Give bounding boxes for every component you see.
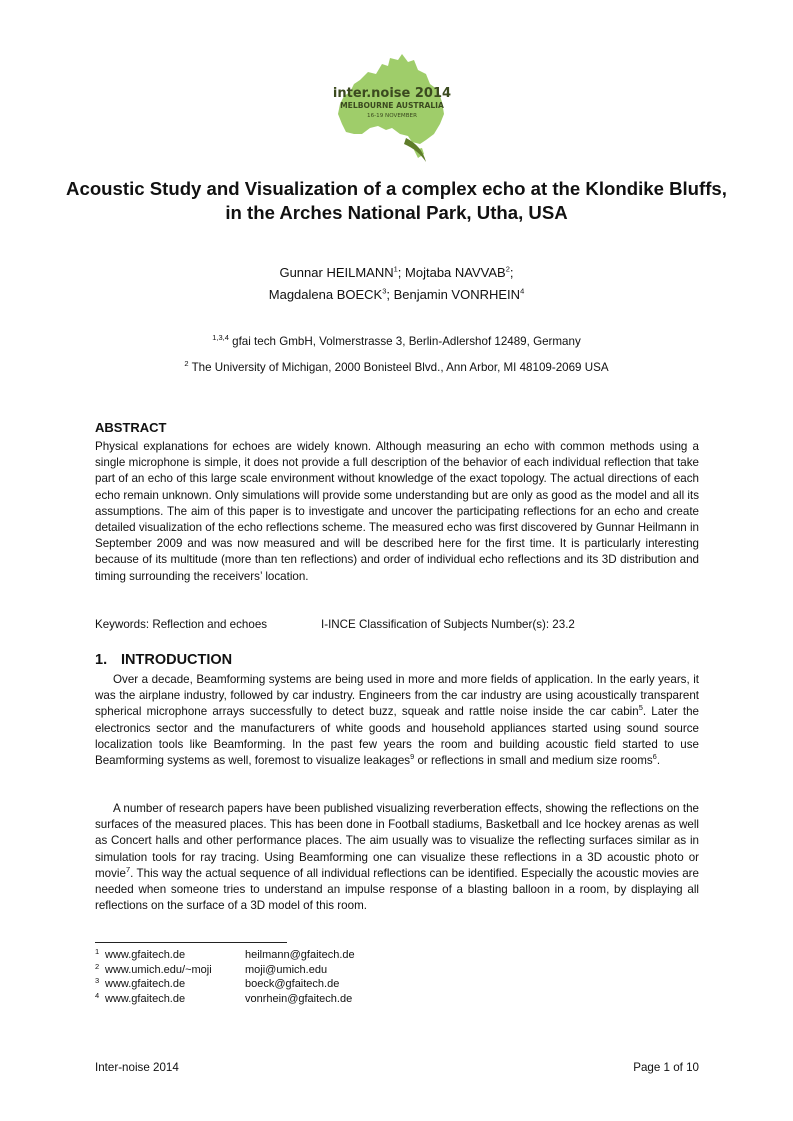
intro-paragraph-2 (95, 801, 699, 914)
footnote-email[interactable]: vonrhein@gfaitech.de (245, 992, 353, 1005)
section-number: 1. (95, 652, 108, 668)
author-3-sup: 3 (382, 286, 387, 296)
footnote-url[interactable]: www.gfaitech.de (105, 992, 186, 1005)
section-heading-introduction (95, 652, 232, 668)
author-separator: ; (397, 265, 406, 280)
footnote-number: 3 (95, 976, 100, 986)
footer-page-number: Page 1 of 10 (633, 1061, 699, 1074)
logo-line-3: 16-19 NOVEMBER (367, 113, 417, 119)
section-title: INTRODUCTION (121, 652, 233, 668)
author-separator: ; (509, 265, 514, 280)
paragraph-text: or reflections in small and medium size rooms (414, 754, 653, 768)
logo-line-1: inter.noise 2014 (332, 86, 452, 101)
author-2: Mojtaba NAVVAB (405, 265, 506, 280)
affiliation-2 (60, 360, 733, 376)
logo-line-2: MELBOURNE AUSTRALIA (340, 101, 444, 110)
abstract-text: Physical explanations for echoes are widely known. Although measuring an echo with common methods using a single microphone is simple, it does not provide a full description of the behavior of each individual reflection that take part of an echo of this large scale environment without knowledge of the exact topology. The actual directions of each echo remain unknown. Only simulations will provide some understanding but are only as good as the model and all its assumptions. The aim of this paper is to investigate and uncover the participating reflections for an echo and create detailed visualization of the echo reflections scheme. The measured echo was first discovered by Gunnar Heilmann in September 2009 and was now measured and will be described here for the first time. It is particularly interesting because of its multitude (more than ten reflections) and order of individual echo reflections and its 3D distribution and timing surrounding the receivers’ location. (95, 440, 699, 583)
author-1: Gunnar HEILMANN (279, 265, 394, 280)
conference-logo (330, 50, 454, 168)
footnote-number: 2 (95, 961, 100, 971)
citation-sup: 6 (652, 752, 657, 762)
author-2-sup: 2 (505, 264, 510, 274)
author-4-sup: 4 (520, 286, 525, 296)
affiliation-2-text: The University of Michigan, 2000 Bonisteel Blvd., Ann Arbor, MI 48109-2069 USA (188, 361, 609, 374)
intro-paragraph-1 (95, 672, 699, 769)
author-1-sup: 1 (393, 264, 398, 274)
affiliation-1-text: gfai tech GmbH, Volmerstrasse 3, Berlin-Adlershof 12489, Germany (228, 335, 581, 348)
paragraph-text: . (656, 754, 661, 768)
affiliation-2-sup: 2 (184, 359, 189, 369)
classification-text: I-INCE Classification of Subjects Number(s): 23.2 (321, 618, 575, 631)
footnote-divider (95, 942, 287, 943)
author-4: Benjamin VONRHEIN (393, 287, 521, 302)
citation-sup: 5 (638, 703, 643, 713)
author-3: Magdalena BOECK (268, 287, 383, 302)
paragraph-text: . Later the electronics sector and the manufacturers of white goods and household appliances started using sound source localization tools like Beamforming. In the past few years the room and building acoustic field started to use Beamforming systems as well, foremost to visualize leakages (95, 705, 699, 768)
keywords-line (95, 617, 699, 633)
paragraph-text: A number of research papers have been published visualizing reverberation effects, showing the reflections on the surfaces of the measured places. This has been done in Football stadiums, Basketball and Ice hockey arenas as well as Concert halls and other performance places. The aim usually was to visualize the reflecting surfaces similar as in simulation tools for ray tracing. Using Beamforming one can visualize these reflections in a 3D acoustic photo or movie (95, 802, 699, 880)
abstract-heading: ABSTRACT (95, 420, 167, 435)
footnote-email[interactable]: boeck@gfaitech.de (245, 978, 340, 991)
affiliation-1 (60, 334, 733, 350)
author-line-1 (60, 262, 733, 284)
footer-conference: Inter-noise 2014 (95, 1061, 179, 1074)
author-line-2 (60, 284, 733, 306)
footnote-number: 1 (95, 947, 100, 956)
footnote-email[interactable]: moji@umich.edu (245, 963, 328, 976)
footnote-url[interactable]: www.umich.edu/~moji (105, 963, 212, 976)
paper-title: Acoustic Study and Visualization of a complex echo at the Klondike Bluffs, in the Arches National Park, Utha, USA (66, 178, 727, 223)
australia-map-logo (330, 50, 454, 168)
footnote-url[interactable]: www.gfaitech.de (105, 949, 186, 961)
citation-sup: 7 (125, 864, 131, 874)
paragraph-text: . This way the actual sequence of all individual reflections can be identified. Especially the acoustic movies are needed when someone tries to understand an impulse response of a blasting balloon in a room, by displaying all reflections on the surface of a 3D model of this room. (95, 866, 699, 913)
author-list (60, 262, 733, 306)
keywords-text: Keywords: Reflection and echoes (95, 618, 268, 631)
footnote-number: 4 (95, 990, 100, 1000)
paragraph-text: Over a decade, Beamforming systems are being used in more and more fields of application. In the early years, it was the airplane industry, followed by car industry. Engineers from the car industry are using acoustically transparent spherical microphone arrays successfully to detect buzz, squeak and rattle noise inside the car cabin (95, 673, 699, 719)
author-separator: ; (386, 287, 394, 302)
footnote-url[interactable]: www.gfaitech.de (105, 978, 186, 991)
citation-sup: 9 (410, 752, 415, 762)
footnote-email[interactable]: heilmann@gfaitech.de (245, 949, 355, 961)
affiliation-1-sup: 1,3,4 (212, 333, 229, 343)
